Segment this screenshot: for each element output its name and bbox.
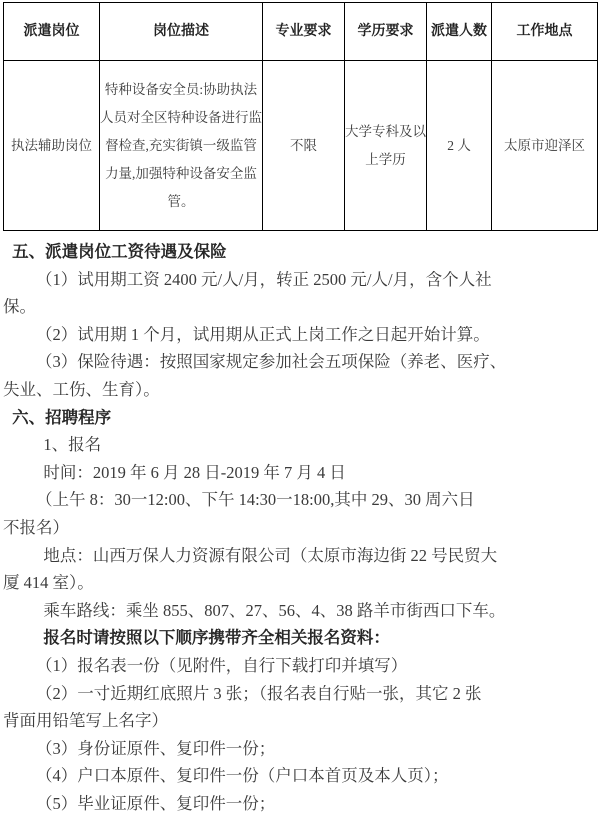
doc-line: 乘车路线：乘坐 855、807、27、56、4、38 路羊市街西口下车。 [43,600,506,620]
doc-line: 背面用铅笔写上名字） [3,711,168,731]
cell-education-requirement: 大学专科及以上学历 [345,61,427,231]
cell-headcount: 2 人 [427,61,492,231]
bold-note-line: 报名时请按照以下顺序携带齐全相关报名资料： [43,628,390,648]
doc-line: 不报名） [3,517,69,537]
doc-line: 失业、工伤、生育）。 [3,379,160,399]
col-header-education-requirement: 学历要求 [345,3,427,61]
doc-line: （2）试用期 1 个月，试用期从正式上岗工作之日起开始计算。 [36,324,490,344]
table-header-row [4,3,598,61]
doc-line: 地点：山西万保人力资源有限公司（太原市海边街 22 号民贸大 [43,545,498,565]
doc-line: （4）户口本原件、复印件一份（户口本首页及本人页）； [36,766,449,786]
cell-major-requirement: 不限 [263,61,345,231]
document-body [3,238,601,817]
doc-line: （2）一寸近期红底照片 3 张；（报名表自行贴一张，其它 2 张 [36,683,482,703]
doc-line: （3）保险待遇：按照国家规定参加社会五项保险（养老、医疗、 [36,352,507,372]
cell-position: 执法辅助岗位 [4,61,100,231]
doc-line: （3）身份证原件、复印件一份； [36,738,276,758]
section-heading-6: 六、招聘程序 [12,407,112,427]
col-header-major-requirement: 专业要求 [263,3,345,61]
cell-location: 太原市迎泽区 [492,61,598,231]
col-header-headcount: 派遣人数 [427,3,492,61]
doc-line: 1、报名 [43,435,102,455]
doc-line: 厦 414 室）。 [3,573,94,593]
doc-line: 保。 [3,297,36,317]
doc-line: （1）报名表一份（见附件，自行下载打印并填写） [36,655,408,675]
doc-line: （上午 8：30一12:00、下午 14:30一18:00,其中 29、30 周六日 [36,490,475,510]
doc-line: 时间：2019 年 6 月 28 日-2019 年 7 月 4 日 [43,462,346,482]
col-header-location: 工作地点 [492,3,598,61]
doc-line: （1）试用期工资 2400 元/人/月，转正 2500 元/人/月，含个人社 [36,269,492,289]
col-header-position: 派遣岗位 [4,3,100,61]
table-row [4,61,598,231]
recruitment-table [3,2,598,231]
cell-description: 特种设备安全员:协助执法人员对全区特种设备进行监督检查,充实街镇一级监管力量,加强特种设备安全监管。 [100,61,263,231]
section-heading-5: 五、派遣岗位工资待遇及保险 [12,242,227,261]
col-header-description: 岗位描述 [100,3,263,61]
doc-line: （5）毕业证原件、复印件一份； [36,793,276,813]
